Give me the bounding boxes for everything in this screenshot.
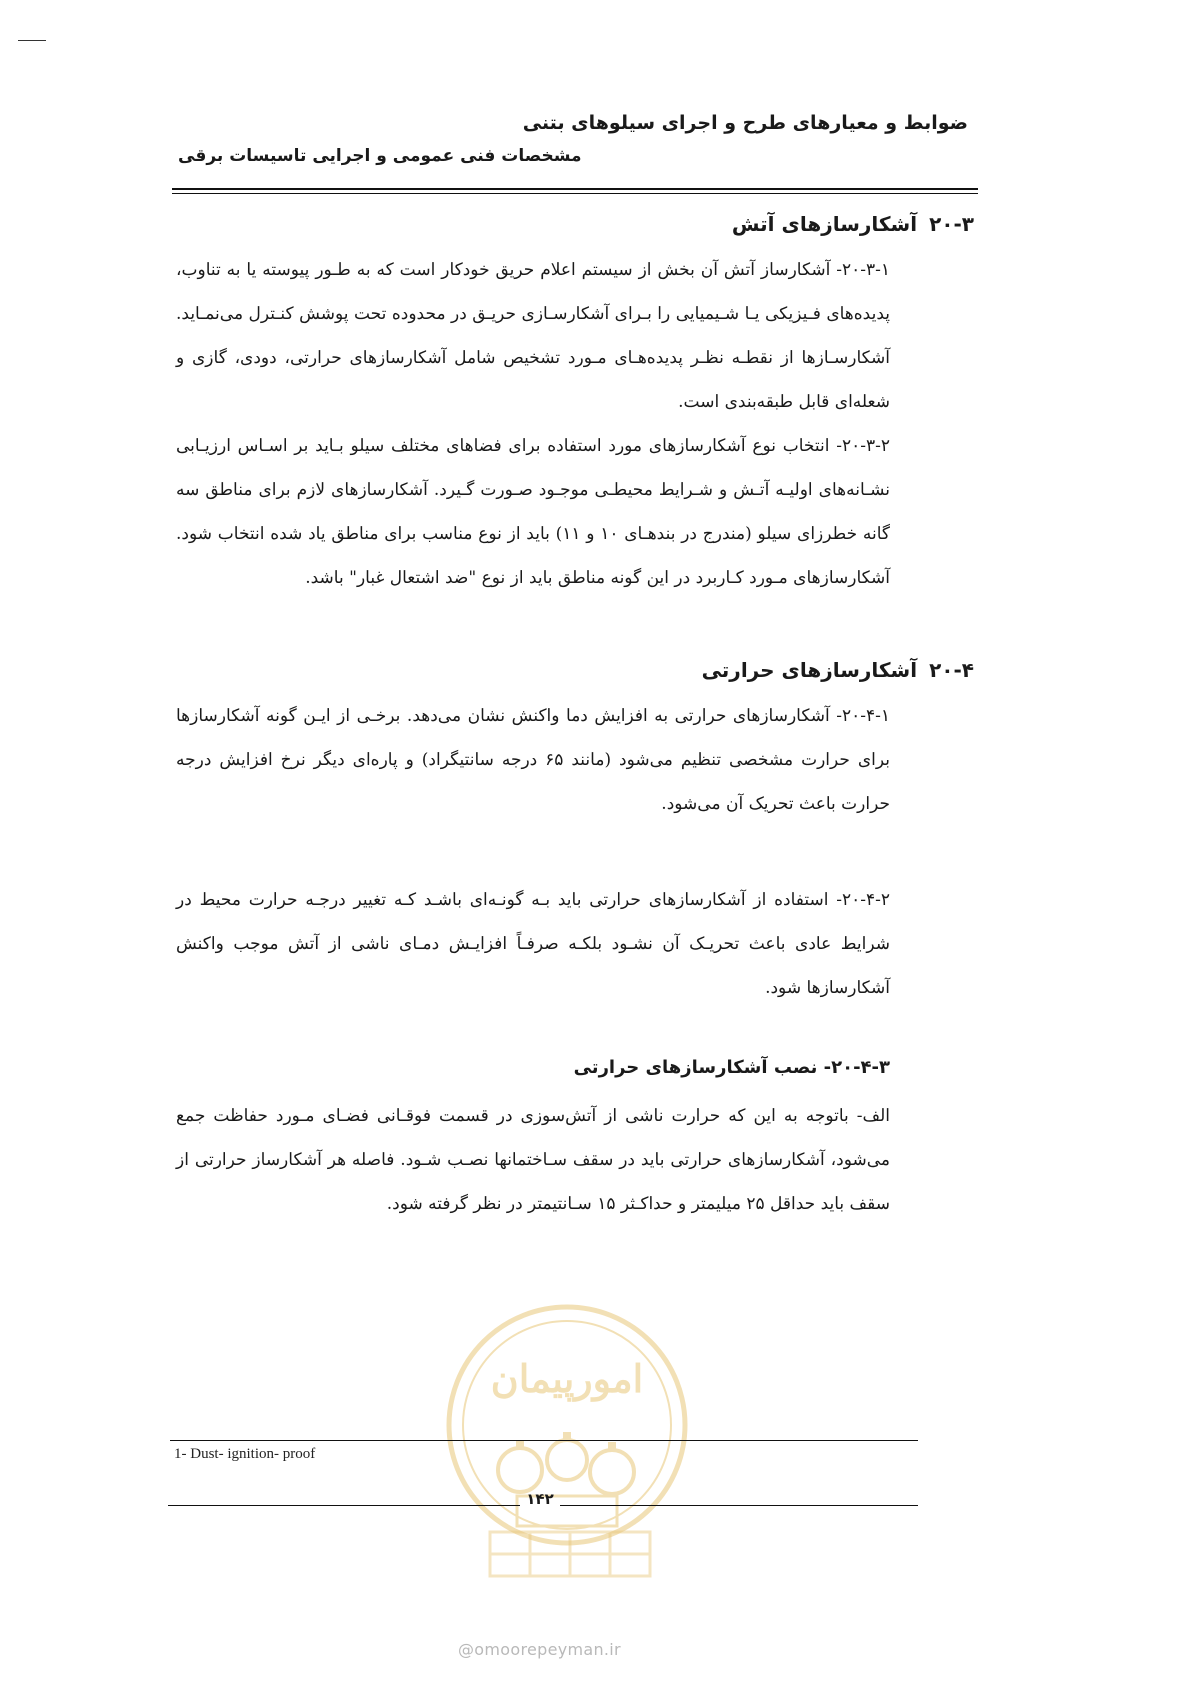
subsection-heading-20-4-3: ۲۰-۴-۳- نصب آشکارسازهای حرارتی bbox=[573, 1057, 890, 1078]
footer-rule-right bbox=[560, 1505, 918, 1506]
section-title: آشکارسازهای حرارتی bbox=[701, 658, 918, 682]
svg-text:امورپیمان: امورپیمان bbox=[490, 1356, 644, 1401]
paragraph-20-3-2: ۲۰-۳-۲- انتخاب نوع آشکارسازهای مورد استفاده برای فضاهای مختلف سیلو بـاید بر اسـاس ارزیـابی نشـانه‌های اولیـه آتـش و شـرایط محیطـی موجـود صـورت گـیرد. آشکارسازهای لازم برای مناطق سه گانه خطرزای سیلو (مندرج در بندهـای ۱۰ و ۱۱) باید از نوع مناسب برای مناطق یاد شده انتخاب شود. آشکارسازهای مـورد کـاربرد در این گونه مناطق باید از نوع "ضد اشتعال غبار" باشد. bbox=[176, 436, 890, 588]
running-header bbox=[172, 112, 972, 166]
publisher-stamp-logo bbox=[442, 1300, 692, 1550]
paragraph-20-3-1: ۲۰-۳-۱- آشکارساز آتش آن بخش از سیستم اعلام حریق خودکار است که به طـور پیوسته یا به تناوب، پدیده‌های فـیزیکی یـا شـیمیایی را بـرای آشکارسـازی حریـق در محدوده تحت پوشش کنـترل می‌نمـاید. آشکارسـازها از نقطـه نظـر پدیده‌هـای مـورد تشخیص شامل آشکارسازهای حرارتی، دودی، گازی و شعله‌ای قابل طبقه‌بندی است. bbox=[176, 260, 890, 412]
section-heading-4 bbox=[176, 652, 974, 688]
footnote: 1- Dust- ignition- proof bbox=[174, 1446, 316, 1462]
footnote-rule bbox=[170, 1440, 918, 1441]
section-title: آشکارسازهای آتش bbox=[731, 212, 918, 236]
header-rule-thick bbox=[172, 188, 978, 190]
header-subtitle: مشخصات فنی عمومی و اجرایی تاسیسات برقی bbox=[178, 146, 582, 166]
section-number: ۲۰-۴ bbox=[929, 658, 974, 682]
watermark-grid-icon bbox=[470, 1530, 670, 1580]
page-number: ۱۴۲ bbox=[526, 1490, 554, 1508]
watermark-text: @omoorepeyman.ir bbox=[458, 1640, 621, 1659]
header-title: ضوابط و معیارهای طرح و اجرای سیلوهای بتنی bbox=[522, 112, 968, 134]
section-number: ۲۰-۳ bbox=[929, 212, 974, 236]
scan-corner-mark bbox=[18, 40, 46, 41]
paragraph-20-4-2: ۲۰-۴-۲- استفاده از آشکارسازهای حرارتی باید بـه گونـه‌ای باشـد کـه تغییر درجـه حرارت محیط در شرایط عادی باعث تحریـک آن نشـود بلکـه صرفـاً افزایـش دمـای ناشی از آتش موجب واکنش آشکارسازها شود. bbox=[176, 890, 890, 998]
paragraph-20-4-3-a: الف- باتوجه به این که حرارت ناشی از آتش‌سوزی در قسمت فوقـانی فضـای مـورد حفاظت جمع می‌شود، آشکارسازهای حرارتی باید در سقف سـاختمانها نصـب شـود. فاصله هر آشکارساز حرارتی از سقف باید حداقل ۲۵ میلیمتر و حداکـثر ۱۵ سـانتیمتر در نظر گرفته شود. bbox=[176, 1106, 890, 1214]
footer-rule-left bbox=[168, 1505, 520, 1506]
section-heading-3 bbox=[176, 206, 974, 242]
paragraph-20-4-1: ۲۰-۴-۱- آشکارسازهای حرارتی به افزایش دما واکنش نشان می‌دهد. برخـی از ایـن گونه آشکارسازها برای حرارت مشخصی تنظیم می‌شود (مانند ۶۵ درجه سانتیگراد) و پاره‌ای دیگر نرخ افزایش درجه حرارت باعث تحریک آن می‌شود. bbox=[176, 706, 890, 814]
page-body bbox=[176, 206, 974, 1226]
header-rule-thin bbox=[172, 193, 978, 194]
